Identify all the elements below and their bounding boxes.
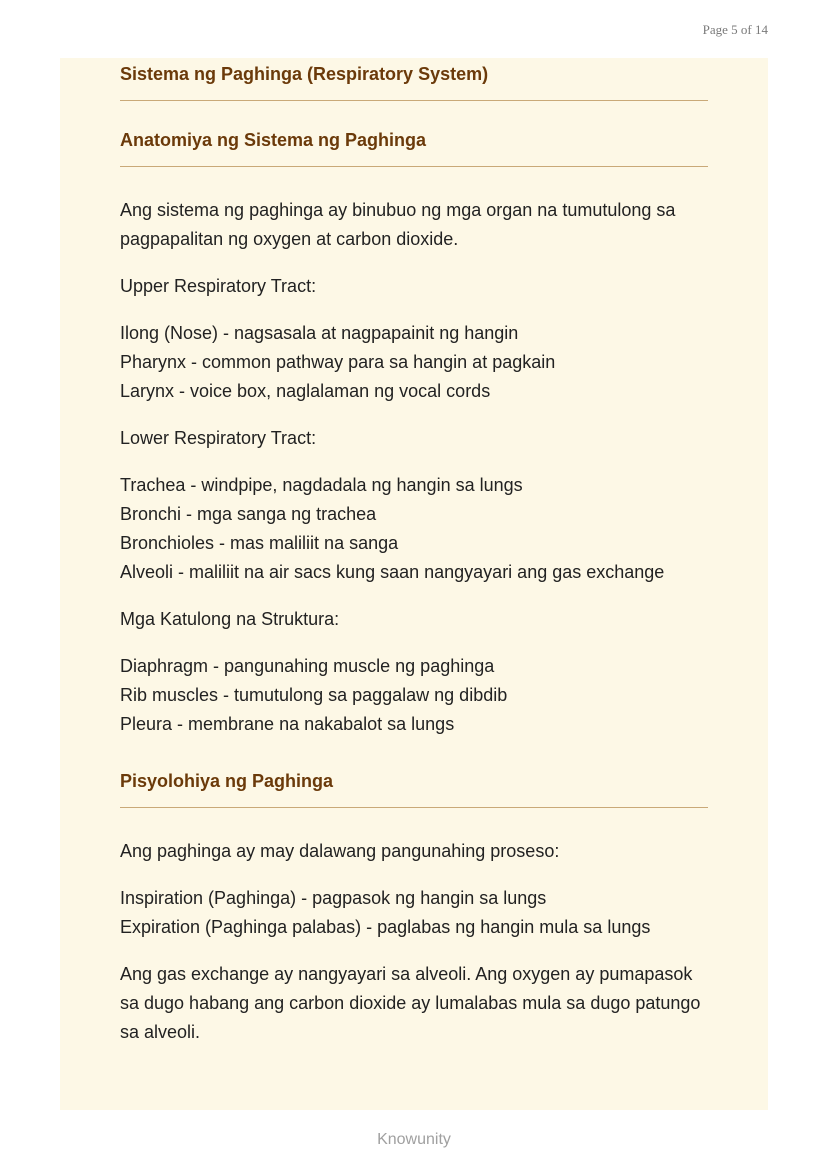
- page-number: Page 5 of 14: [702, 22, 768, 37]
- list-item: Ilong (Nose) - nagsasala at nagpapainit ng hangin: [120, 323, 519, 343]
- list-item: Diaphragm - pangunahing muscle ng paghinga: [120, 656, 495, 676]
- gas-exchange-paragraph: Ang gas exchange ay nangyayari sa alveoli. Ang oxygen ay pumapasok sa dugo habang ang carbon dioxide ay lumalabas mula sa dugo patungo sa alveoli.: [120, 964, 701, 1042]
- document-title: Sistema ng Paghinga (Respiratory System): [120, 63, 708, 101]
- section-heading-anatomy: Anatomiya ng Sistema ng Paghinga: [120, 129, 708, 167]
- upper-tract-label: Upper Respiratory Tract:: [120, 276, 317, 296]
- list-item: Pharynx - common pathway para sa hangin at pagkain: [120, 352, 556, 372]
- lower-tract-label: Lower Respiratory Tract:: [120, 428, 317, 448]
- list-item: Pleura - membrane na nakabalot sa lungs: [120, 714, 455, 734]
- list-item: Larynx - voice box, naglalaman ng vocal cords: [120, 381, 491, 401]
- support-structures-label: Mga Katulong na Struktura:: [120, 609, 340, 629]
- list-item: Bronchi - mga sanga ng trachea: [120, 504, 377, 524]
- lower-tract-list: [120, 471, 708, 587]
- anatomy-intro: Ang sistema ng paghinga ay binubuo ng mga organ na tumutulong sa pagpapalitan ng oxygen at carbon dioxide.: [120, 200, 676, 249]
- list-item: Inspiration (Paghinga) - pagpasok ng hangin sa lungs: [120, 888, 547, 908]
- footer-brand: Knowunity: [377, 1131, 451, 1148]
- upper-tract-list: [120, 319, 708, 406]
- section-heading-physiology: Pisyolohiya ng Paghinga: [120, 770, 708, 808]
- list-item: Expiration (Paghinga palabas) - paglabas ng hangin mula sa lungs: [120, 917, 651, 937]
- physiology-intro: Ang paghinga ay may dalawang pangunahing proseso:: [120, 841, 560, 861]
- document-content: [120, 58, 708, 1047]
- support-structures-list: [120, 652, 708, 739]
- list-item: Bronchioles - mas maliliit na sanga: [120, 533, 399, 553]
- breathing-process-list: [120, 884, 708, 942]
- list-item: Alveoli - maliliit na air sacs kung saan nangyayari ang gas exchange: [120, 562, 665, 582]
- document-page: [60, 58, 768, 1110]
- list-item: Rib muscles - tumutulong sa paggalaw ng dibdib: [120, 685, 508, 705]
- list-item: Trachea - windpipe, nagdadala ng hangin sa lungs: [120, 475, 523, 495]
